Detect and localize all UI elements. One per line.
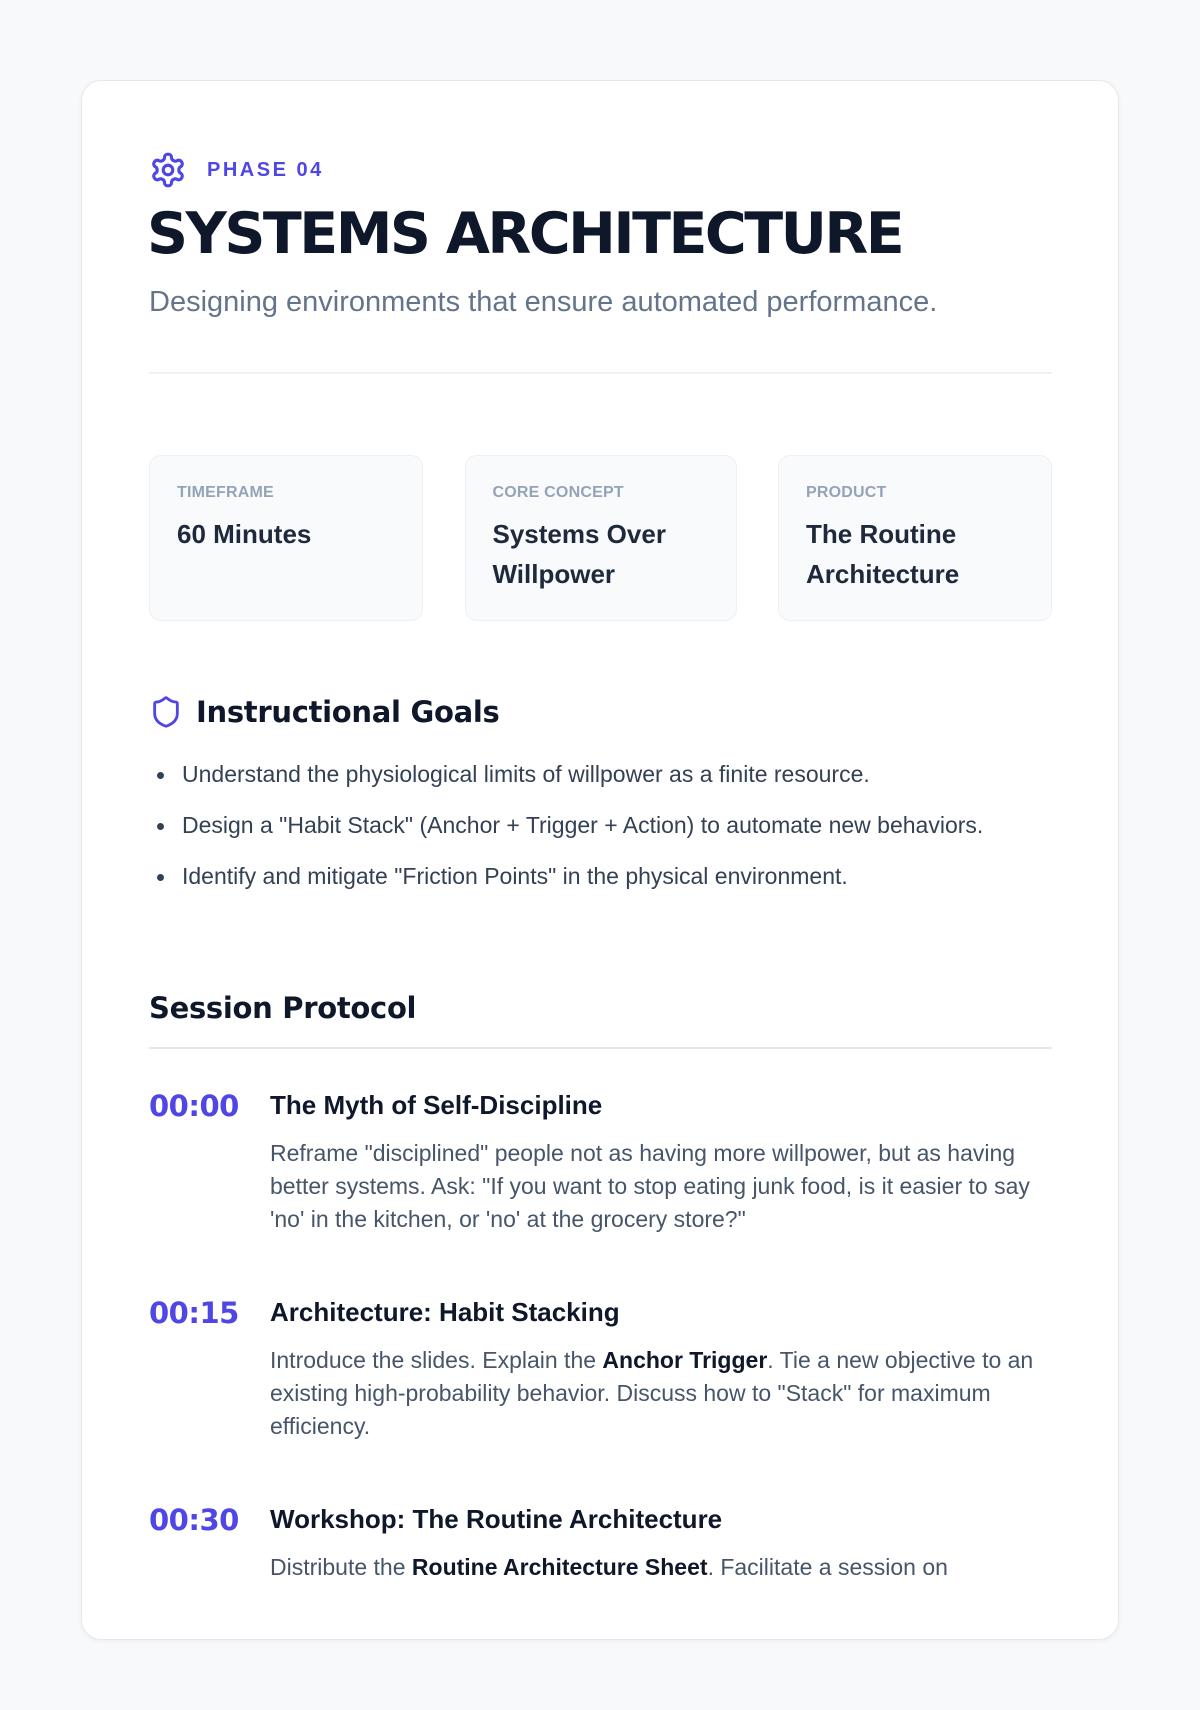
step-body [270,1296,1050,1443]
protocol-step [149,1503,1052,1710]
info-card-timeframe [149,455,423,621]
header-divider [149,372,1052,374]
step-desc-text: . Facilitate a session on [707,1554,948,1580]
step-body [270,1089,1050,1236]
step-time: 00:15 [149,1296,239,1330]
lesson-card [81,80,1119,1640]
protocol-steps [149,1089,1052,1710]
page-subtitle: Designing environments that ensure automated performance. [149,286,938,318]
list-item: Understand the physiological limits of willpower as a finite resource. [182,755,1002,793]
info-card-core-concept [465,455,737,621]
gear-icon [149,151,187,189]
shield-icon [149,695,183,729]
protocol-step [149,1296,1052,1503]
goals-heading [149,695,499,729]
phase-header [149,151,324,189]
step-title: Architecture: Habit Stacking [270,1297,620,1327]
step-description [270,1551,1050,1584]
list-item: Identify and mitigate "Friction Points" in the physical environment. [182,857,1002,895]
step-title: Workshop: The Routine Architecture [270,1504,723,1534]
info-card-label: PRODUCT [806,484,887,501]
goals-list [149,755,1002,908]
protocol-step [149,1089,1052,1296]
step-title: The Myth of Self-Discipline [270,1090,603,1120]
step-desc-emphasis: Routine Architecture Sheet [411,1554,708,1580]
info-cards [149,455,1052,621]
phase-label: PHASE 04 [207,158,324,181]
step-description [270,1344,1050,1443]
step-body [270,1503,1050,1584]
goals-title: Instructional Goals [196,695,500,729]
info-card-label: CORE CONCEPT [492,484,624,501]
info-card-product [778,455,1052,621]
step-time: 00:00 [149,1089,239,1123]
step-desc-text: . Tie a new objective to an existing high-probability behavior. Discuss how to "Stack" for maximum efficiency. [270,1347,1034,1439]
step-desc-text: Distribute the [270,1554,412,1580]
protocol-divider [149,1047,1052,1049]
page-title: SYSTEMS ARCHITECTURE [147,201,903,267]
info-card-value: 60 Minutes [177,519,312,549]
protocol-title: Session Protocol [149,991,417,1025]
info-card-value: The Routine Architecture [806,519,960,589]
step-description [270,1137,1050,1236]
step-desc-emphasis: Anchor Trigger [602,1347,768,1373]
step-desc-text: Reframe "disciplined" people not as having more willpower, but as having better systems. Ask: "If you want to stop eating junk food, is it easier to say 'no' in the kitchen, or 'no' at the grocery store?" [270,1140,1030,1232]
list-item: Design a "Habit Stack" (Anchor + Trigger + Action) to automate new behaviors. [182,806,1002,844]
info-card-label: TIMEFRAME [177,484,274,501]
step-time: 00:30 [149,1503,239,1537]
step-desc-text: Introduce the slides. Explain the [270,1347,603,1373]
info-card-value: Systems Over Willpower [492,519,666,589]
